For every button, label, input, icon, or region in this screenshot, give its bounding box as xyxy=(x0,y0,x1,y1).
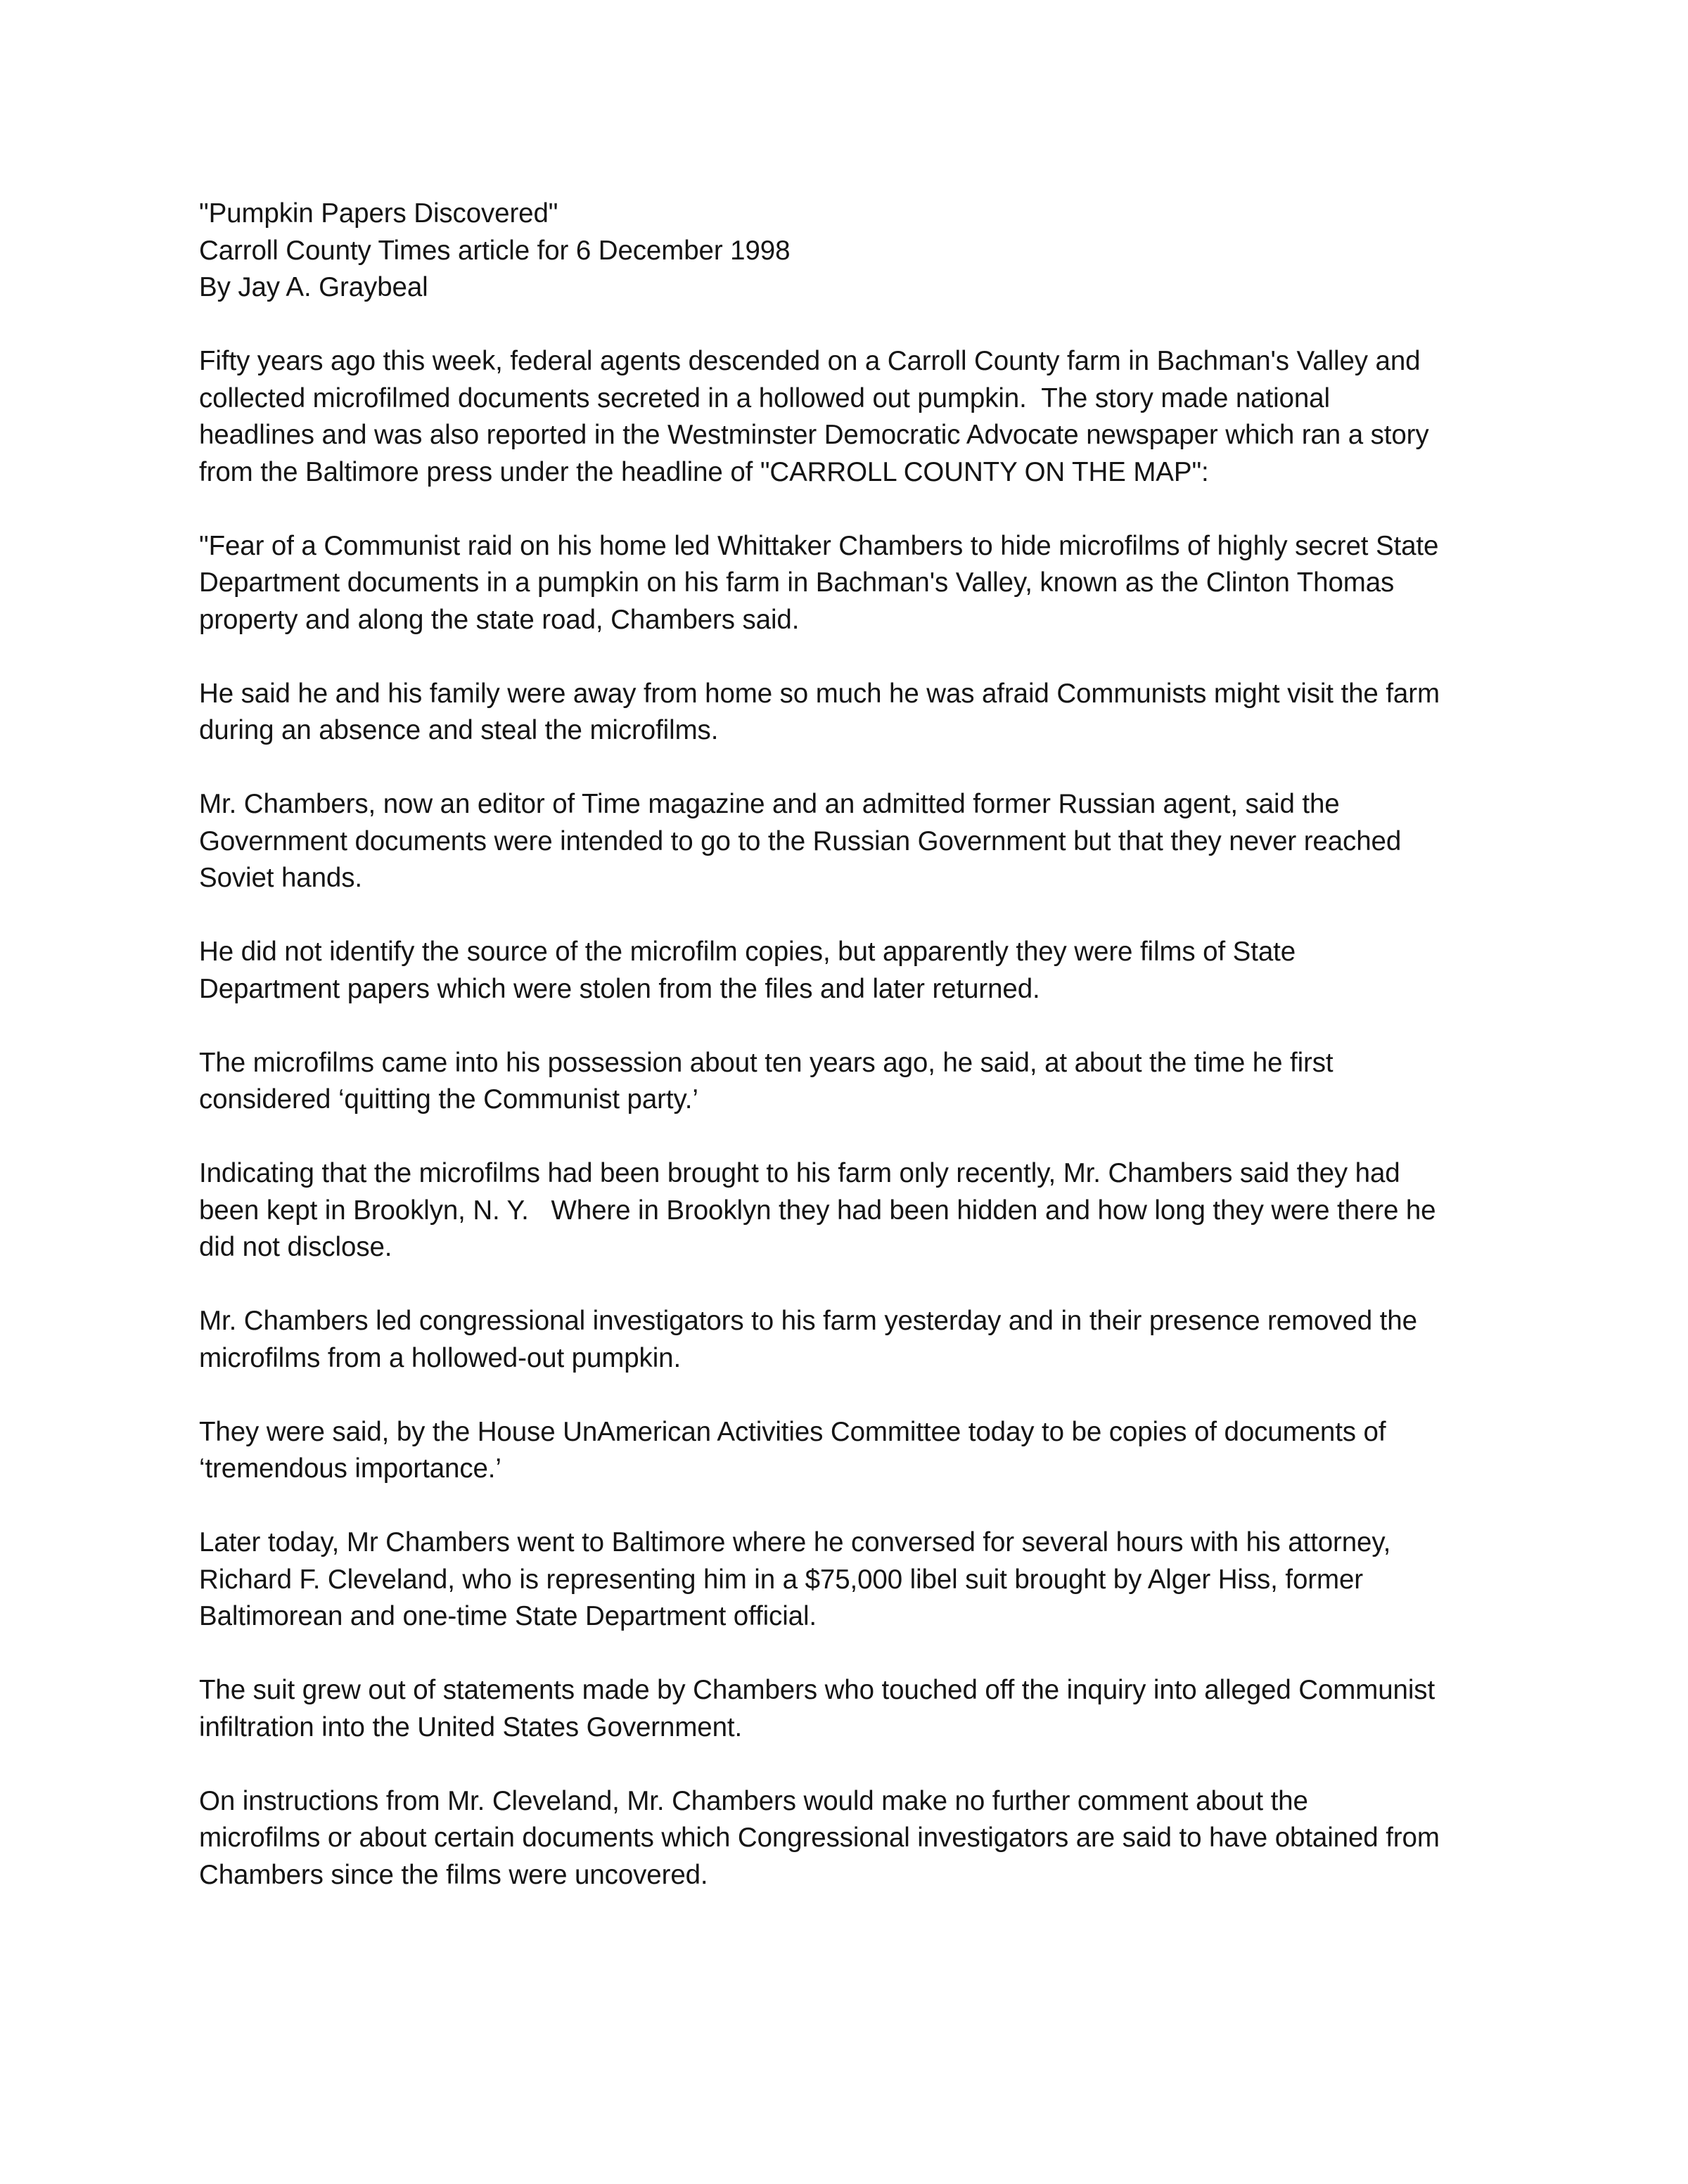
paragraph-gap xyxy=(199,1266,1514,1304)
text-line: from the Baltimore press under the headline of "CARROLL COUNTY ON THE MAP": xyxy=(199,456,1209,487)
text-line: Mr. Chambers, now an editor of Time magazine and an admitted former Russian agent, said the xyxy=(199,789,1340,819)
text-line: Baltimorean and one-time State Department official. xyxy=(199,1601,817,1631)
text-line: Fifty years ago this week, federal agents descended on a Carroll County farm in Bachman's Valley and xyxy=(199,346,1421,376)
text-line: On instructions from Mr. Cleveland, Mr. Chambers would make no further comment about the xyxy=(199,1785,1308,1816)
text-line: during an absence and steal the microfilms. xyxy=(199,715,719,745)
text-line: Chambers since the films were uncovered. xyxy=(199,1859,708,1890)
paragraph-suit xyxy=(199,1672,1514,1746)
text-line: He did not identify the source of the microfilm copies, but apparently they were films of State xyxy=(199,937,1296,967)
text-line: Mr. Chambers led congressional investigators to his farm yesterday and in their presence removed the xyxy=(199,1306,1417,1336)
text-line: Government documents were intended to go to the Russian Government but that they never reached xyxy=(199,826,1402,856)
paragraph-huac xyxy=(199,1414,1514,1488)
text-line: property and along the state road, Chambers said. xyxy=(199,604,800,635)
paragraph-no-comment xyxy=(199,1783,1514,1894)
publication-line: Carroll County Times article for 6 December 1998 xyxy=(199,235,791,266)
paragraph-gap xyxy=(199,1488,1514,1525)
text-line: The microfilms came into his possession about ten years ago, he said, at about the time he first xyxy=(199,1047,1334,1078)
paragraph-gap xyxy=(199,897,1514,934)
text-line: collected microfilmed documents secreted in a hollowed out pumpkin. The story made national xyxy=(199,383,1330,413)
article-header xyxy=(199,195,1514,307)
text-line: did not disclose. xyxy=(199,1232,392,1262)
text-line: microfilms from a hollowed-out pumpkin. xyxy=(199,1342,682,1373)
paragraph-attorney xyxy=(199,1524,1514,1636)
paragraph-investigators xyxy=(199,1303,1514,1377)
paragraph-gap xyxy=(199,1636,1514,1673)
paragraph-gap xyxy=(199,491,1514,528)
paragraph-gap xyxy=(199,1377,1514,1414)
article-body xyxy=(199,195,1514,1894)
paragraph-brooklyn xyxy=(199,1155,1514,1266)
byline: By Jay A. Graybeal xyxy=(199,272,428,302)
paragraph-possession xyxy=(199,1045,1514,1119)
text-line: infiltration into the United States Government. xyxy=(199,1711,743,1742)
text-line: Later today, Mr Chambers went to Baltimore where he conversed for several hours with his attorney, xyxy=(199,1527,1391,1557)
text-line: been kept in Brooklyn, N. Y. Where in Brooklyn they had been hidden and how long they were there he xyxy=(199,1195,1436,1226)
text-line: headlines and was also reported in the Westminster Democratic Advocate newspaper which ran a story xyxy=(199,420,1429,450)
paragraph-family-away xyxy=(199,676,1514,750)
text-line: ‘tremendous importance.’ xyxy=(199,1453,501,1484)
paragraph-gap xyxy=(199,1008,1514,1045)
paragraph-gap xyxy=(199,1119,1514,1156)
text-line: "Fear of a Communist raid on his home led Whittaker Chambers to hide microfilms of highly secret State xyxy=(199,530,1439,561)
text-line: Department papers which were stolen from the files and later returned. xyxy=(199,973,1040,1004)
text-line: Indicating that the microfilms had been brought to his farm only recently, Mr. Chambers said they had xyxy=(199,1158,1400,1188)
paragraph-gap xyxy=(199,750,1514,787)
text-line: Department documents in a pumpkin on his farm in Bachman's Valley, known as the Clinton Thomas xyxy=(199,567,1395,598)
text-line: considered ‘quitting the Communist party.’ xyxy=(199,1084,698,1115)
paragraph-time-editor xyxy=(199,786,1514,897)
paragraph-source xyxy=(199,934,1514,1008)
paragraph-intro xyxy=(199,343,1514,491)
paragraph-gap xyxy=(199,638,1514,676)
paragraph-quote-start xyxy=(199,528,1514,639)
text-line: The suit grew out of statements made by Chambers who touched off the inquiry into alleged Communist xyxy=(199,1675,1436,1705)
text-line: Soviet hands. xyxy=(199,863,362,893)
article-title: "Pumpkin Papers Discovered" xyxy=(199,198,558,229)
text-line: They were said, by the House UnAmerican Activities Committee today to be copies of documents of xyxy=(199,1416,1386,1447)
text-line: microfilms or about certain documents which Congressional investigators are said to have obtained from xyxy=(199,1823,1440,1853)
paragraph-gap xyxy=(199,1746,1514,1783)
paragraph-gap xyxy=(199,307,1514,344)
text-line: He said he and his family were away from home so much he was afraid Communists might visit the farm xyxy=(199,678,1440,709)
text-line: Richard F. Cleveland, who is representing him in a $75,000 libel suit brought by Alger Hiss, former xyxy=(199,1564,1363,1595)
